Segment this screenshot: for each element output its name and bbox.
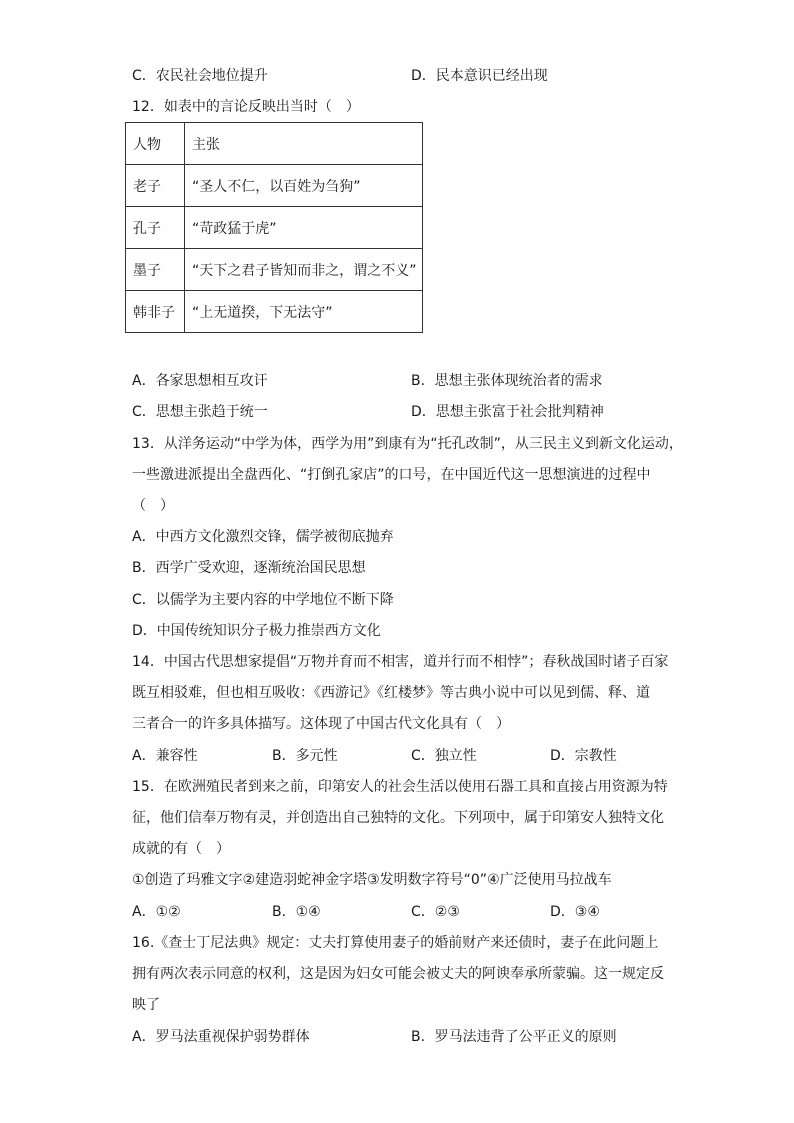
table-cell-person: 孔子 — [126, 207, 185, 249]
table-cell-quote: “苛政猛于虎” — [185, 207, 423, 249]
q12-table — [125, 122, 423, 333]
table-cell-person: 韩非子 — [126, 291, 185, 333]
q13-option-a: A．中西方文化激烈交锋，儒学被彻底抛弃 — [132, 529, 394, 545]
q15-stem-line: 征，他们信奉万物有灵，并创造出自己独特的文化。下列项中，属于印第安人独特文化 — [132, 810, 664, 826]
q14-option-a: A．兼容性 — [132, 748, 198, 764]
table-header-cell: 人物 — [126, 123, 185, 165]
table-row — [126, 249, 423, 291]
q13-stem-line: （ ） — [132, 498, 174, 514]
q16-stem-line: 16.《查士丁尼法典》规定：丈夫打算使用妻子的婚前财产来还债时，妻子在此问题上 — [132, 935, 659, 951]
q13-stem-line: 一些激进派提出全盘西化、“打倒孔家店”的口号，在中国近代这一思想演进的过程中 — [132, 467, 651, 483]
q13-option-d: D．中国传统知识分子极力推崇西方文化 — [132, 623, 381, 639]
q13-stem-line: 13．从洋务运动“中学为体，西学为用”到康有为“托孔改制”，从三民主义到新文化运动， — [132, 436, 683, 452]
q12-stem: 12．如表中的言论反映出当时（ ） — [132, 99, 360, 115]
q12-option-d: D．思想主张富于社会批判精神 — [411, 404, 604, 420]
q14-option-b: B．多元性 — [272, 748, 338, 764]
q12-option-b: B．思想主张体现统治者的需求 — [411, 373, 603, 389]
table-row — [126, 207, 423, 249]
q16-option-b: B．罗马法违背了公平正义的原则 — [411, 1029, 617, 1045]
table-header-cell: 主张 — [185, 123, 423, 165]
table-cell-person: 老子 — [126, 165, 185, 207]
table-cell-quote: “圣人不仁，以百姓为刍狗” — [185, 165, 423, 207]
table-cell-quote: “天下之君子皆知而非之，谓之不义” — [185, 249, 423, 291]
q14-option-c: C．独立性 — [411, 748, 477, 764]
q16-stem-line: 拥有两次表示同意的权利，这是因为妇女可能会被丈夫的阿谀奉承所蒙骗。这一规定反 — [132, 966, 664, 982]
q15-option-c: C．②③ — [411, 904, 460, 920]
q14-option-d: D．宗教性 — [550, 748, 617, 764]
table-cell-person: 墨子 — [126, 249, 185, 291]
q11-option-d: D．民本意识已经出现 — [411, 68, 548, 84]
q15-option-d: D．③④ — [550, 904, 600, 920]
q16-stem-line: 映了 — [132, 997, 160, 1013]
q13-option-c: C．以儒学为主要内容的中学地位不断下降 — [132, 592, 394, 608]
table-cell-quote: “上无道揆，下无法守” — [185, 291, 423, 333]
q14-stem-line: 14．中国古代思想家提倡“万物并育而不相害，道并行而不相悖”；春秋战国时诸子百家 — [132, 654, 669, 670]
q14-stem-line: 三者合一的许多具体描写。这体现了中国古代文化具有（ ） — [132, 716, 510, 732]
q11-option-c: C．农民社会地位提升 — [132, 68, 268, 84]
q15-stem-line: 成就的有（ ） — [132, 841, 230, 857]
q15-option-a: A．①② — [132, 904, 181, 920]
table-row — [126, 291, 423, 333]
q12-option-a: A．各家思想相互攻讦 — [132, 373, 268, 389]
q15-items: ①创造了玛雅文字②建造羽蛇神金字塔③发明数字符号“0”④广泛使用马拉战车 — [132, 872, 612, 888]
q13-option-b: B．西学广受欢迎，逐渐统治国民思想 — [132, 560, 366, 576]
q16-option-a: A．罗马法重视保护弱势群体 — [132, 1029, 310, 1045]
q14-stem-line: 既互相驳难，但也相互吸收：《西游记》《红楼梦》等古典小说中可以见到儒、释、道 — [132, 685, 650, 701]
q15-option-b: B．①④ — [272, 904, 321, 920]
q12-option-c: C．思想主张趋于统一 — [132, 404, 268, 420]
table-header-row — [126, 123, 423, 165]
q15-stem-line: 15．在欧洲殖民者到来之前，印第安人的社会生活以使用石器工具和直接占用资源为特 — [132, 779, 668, 795]
table-row — [126, 165, 423, 207]
